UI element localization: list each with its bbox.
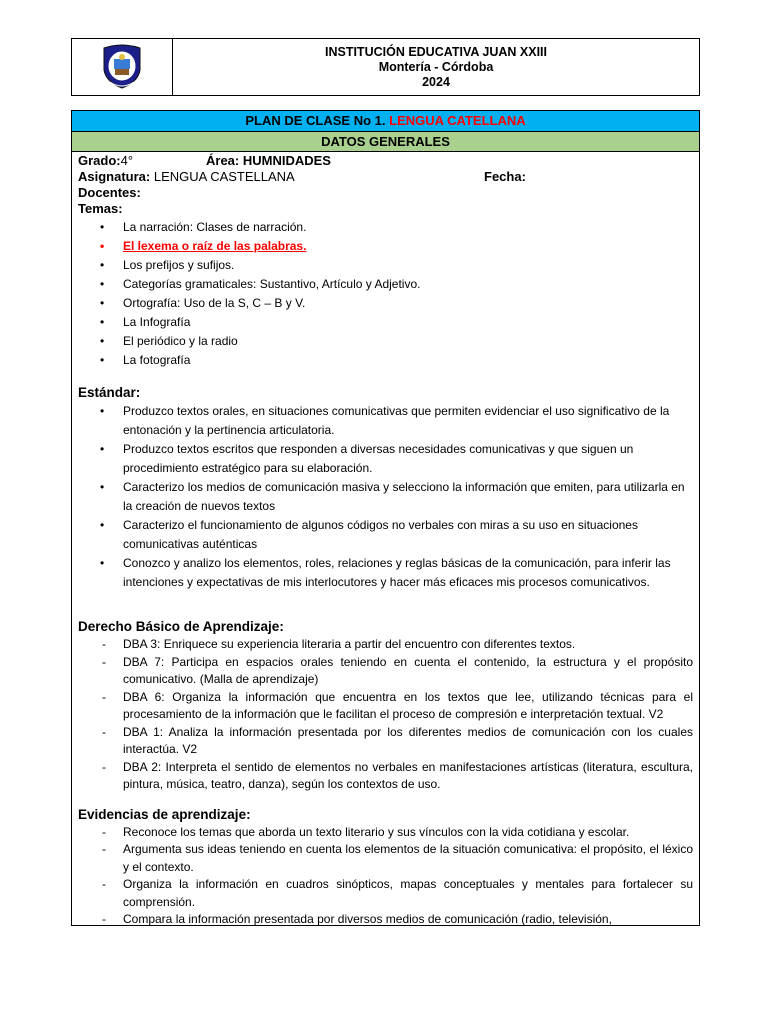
list-item: - DBA 3: Enriquece su experiencia literaria a partir del encuentro con diferentes textos. [78,636,693,654]
general-data-bar: DATOS GENERALES [72,132,699,152]
list-item: - DBA 7: Participa en espacios orales teniendo en cuenta el contenido, la estructura y el propósito comunicativo. (Malla de aprendizaje) [78,654,693,689]
grado-value: 4° [120,153,134,168]
list-item: • La fotografía [78,351,693,370]
institution-text [173,39,699,95]
list-item: • Caracterizo los medios de comunicación masiva y selecciono la información que emiten, para utilizarla en la creación de nuevos textos [78,478,693,516]
area-label: Área: HUMNIDADES [206,153,331,168]
plan-content [72,152,699,926]
institution-city: Montería - Córdoba [378,59,494,74]
list-item: - DBA 6: Organiza la información que encuentra en los textos que lee, utilizando técnicas para el procesamiento de la información que le facilitan el proceso de compresión e interpretación textual. V2 [78,689,693,724]
institution-year: 2024 [422,74,450,89]
list-item: - Compara la información presentada por diversos medios de comunicación (radio, televisión, [78,911,693,926]
list-item: • Categorías gramaticales: Sustantivo, Artículo y Adjetivo. [78,275,693,294]
asignatura-value: LENGUA CASTELLANA [150,169,295,184]
list-item: • Conozco y analizo los elementos, roles, relaciones y reglas básicas de la comunicación, para inferir las intenciones y expectativas de mis interlocutores y hacer más eficaces mis procesos comunicativos. [78,554,693,592]
temas-label: Temas: [78,201,123,216]
institution-header [71,38,700,96]
list-item: • El periódico y la radio [78,332,693,351]
asignatura-label: Asignatura: [78,169,151,184]
evidencias-label: Evidencias de aprendizaje: [78,806,251,822]
evidencias-list [78,824,693,927]
list-item: • Los prefijos y sufijos. [78,256,693,275]
dba-list [78,636,693,794]
school-logo-cell [72,39,173,95]
fecha-label: Fecha: [484,169,526,184]
list-item: • Ortografía: Uso de la S, C – B y V. [78,294,693,313]
estandar-label: Estándar: [78,385,141,400]
list-item: • La Infografía [78,313,693,332]
list-item: - Argumenta sus ideas teniendo en cuenta los elementos de la situación comunicativa: el propósito, el léxico y el contexto. [78,841,693,876]
plan-title-bar [72,111,699,132]
estandar-list [78,402,693,592]
list-item: • La narración: Clases de narración. [78,218,693,237]
docentes-label: Docentes: [78,185,141,200]
list-item: • Caracterizo el funcionamiento de algunos códigos no verbales con miras a su uso en situaciones comunicativas auténticas [78,516,693,554]
institution-name: INSTITUCIÓN EDUCATIVA JUAN XXIII [324,44,547,59]
list-item: - DBA 2: Interpreta el sentido de elementos no verbales en manifestaciones artísticas (literatura, escultura, pintura, música, teatro, danza), según los contextos de uso. [78,759,693,794]
list-item: • El lexema o raíz de las palabras. [78,237,693,256]
school-shield-icon [100,44,144,90]
plan-subject: LENGUA CATELLANA [389,113,526,128]
asignatura-row [78,169,693,185]
list-item: - Reconoce los temas que aborda un texto literario y sus vínculos con la vida cotidiana y escolar. [78,824,693,842]
dba-label: Derecho Básico de Aprendizaje: [78,619,284,634]
plan-title: PLAN DE CLASE No 1. [245,113,390,128]
temas-list [78,218,693,370]
grado-label: Grado: [78,153,121,168]
list-item: • Produzco textos orales, en situaciones comunicativas que permiten evidenciar el uso significativo de la entonación y la pertinencia articulatoria. [78,402,693,440]
list-item: - Organiza la información en cuadros sinópticos, mapas conceptuales y mentales para fortalecer su comprensión. [78,876,693,911]
list-item: - DBA 1: Analiza la información presentada por los diferentes medios de comunicación con los cuales interactúa. V2 [78,724,693,759]
list-item: • Produzco textos escritos que responden a diversas necesidades comunicativas y que siguen un procedimiento estratégico para su elaboración. [78,440,693,478]
grado-row [78,153,693,169]
class-plan [71,110,700,926]
